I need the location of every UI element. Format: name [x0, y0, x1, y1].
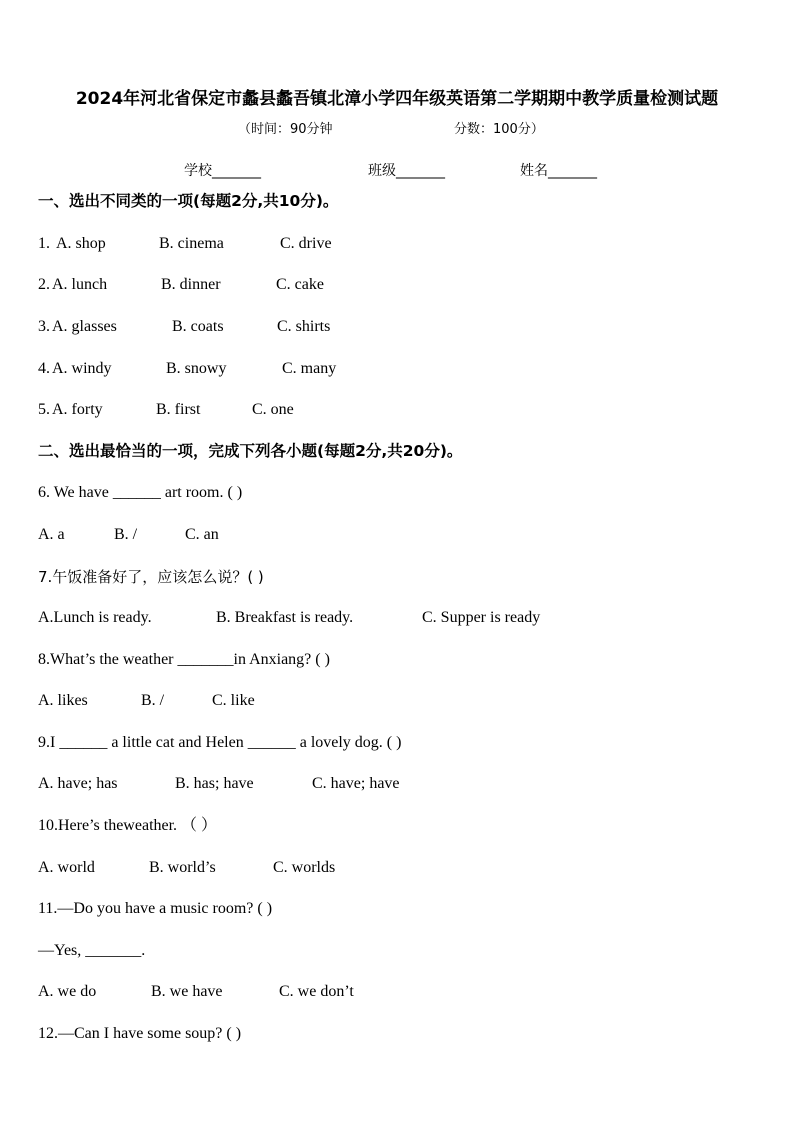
exam-score: 分数：100分） — [454, 122, 544, 137]
section-1-heading: 一、选出不同类的一项(每题2分,共10分)。 — [38, 192, 339, 210]
question-9-option-b: B. has; have — [175, 775, 254, 792]
option-a: A. lunch — [52, 276, 108, 293]
option-a: A. windy — [52, 360, 112, 377]
question-10-option-c: C. worlds — [273, 859, 336, 876]
question-11-reply: —Yes, _______. — [38, 942, 146, 959]
question-10-stem: 10.Here’s theweather. （ ） — [38, 817, 218, 834]
option-a: A. forty — [52, 401, 103, 418]
class-field[interactable]: 班级_______ — [368, 163, 445, 179]
question-6-option-a: A. a — [38, 526, 65, 543]
school-field[interactable]: 学校_______ — [184, 163, 261, 179]
question-6-stem: 6. We have ______ art room. ( ) — [38, 484, 243, 501]
option-b: B. first — [156, 401, 201, 418]
section-2-heading: 二、选出最恰当的一项，完成下列各小题(每题2分,共20分)。 — [38, 442, 463, 460]
question-12-stem: 12.—Can I have some soup? ( ) — [38, 1025, 242, 1042]
question-7-stem: 7.午饭准备好了，应该怎么说？( ) — [38, 568, 264, 586]
option-a: A. shop — [56, 235, 106, 252]
option-b: B. cinema — [159, 235, 224, 252]
exam-time: （时间：90分钟 — [238, 122, 333, 137]
question-10-option-a: A. world — [38, 859, 95, 876]
question-11-option-b: B. we have — [151, 983, 223, 1000]
question-10-option-b: B. world’s — [149, 859, 216, 876]
question-11-option-a: A. we do — [38, 983, 97, 1000]
question-number: 1. — [38, 235, 50, 252]
question-11-stem: 11.—Do you have a music room? ( ) — [38, 900, 273, 917]
question-9-stem: 9.I ______ a little cat and Helen ______ a lovely dog. ( ) — [38, 734, 402, 751]
question-6-option-c: C. an — [185, 526, 219, 543]
question-9-option-c: C. have; have — [312, 775, 400, 792]
question-6-option-b: B. / — [114, 526, 138, 543]
question-8-option-c: C. like — [212, 692, 255, 709]
question-7-option-c: C. Supper is ready — [422, 609, 541, 626]
option-c: C. shirts — [277, 318, 331, 335]
option-c: C. one — [252, 401, 294, 418]
exam-title: 2024年河北省保定市蠡县蠡吾镇北漳小学四年级英语第二学期期中教学质量检测试题 — [75, 89, 719, 109]
question-9-option-a: A. have; has — [38, 775, 118, 792]
name-field[interactable]: 姓名_______ — [520, 163, 597, 179]
question-11-option-c: C. we don’t — [279, 983, 354, 1000]
question-8-stem: 8.What’s the weather _______in Anxiang? ( ) — [38, 651, 330, 668]
option-b: B. dinner — [161, 276, 221, 293]
option-c: C. cake — [276, 276, 324, 293]
question-8-option-b: B. / — [141, 692, 165, 709]
question-7-option-a: A.Lunch is ready. — [38, 609, 152, 626]
question-number: 2. — [38, 276, 50, 293]
option-c: C. drive — [280, 235, 332, 252]
option-c: C. many — [282, 360, 337, 377]
question-8-option-a: A. likes — [38, 692, 88, 709]
question-number: 3. — [38, 318, 50, 335]
option-b: B. coats — [172, 318, 224, 335]
question-number: 4. — [38, 360, 50, 377]
option-b: B. snowy — [166, 360, 227, 377]
question-number: 5. — [38, 401, 50, 418]
question-7-option-b: B. Breakfast is ready. — [216, 609, 354, 626]
option-a: A. glasses — [52, 318, 117, 335]
